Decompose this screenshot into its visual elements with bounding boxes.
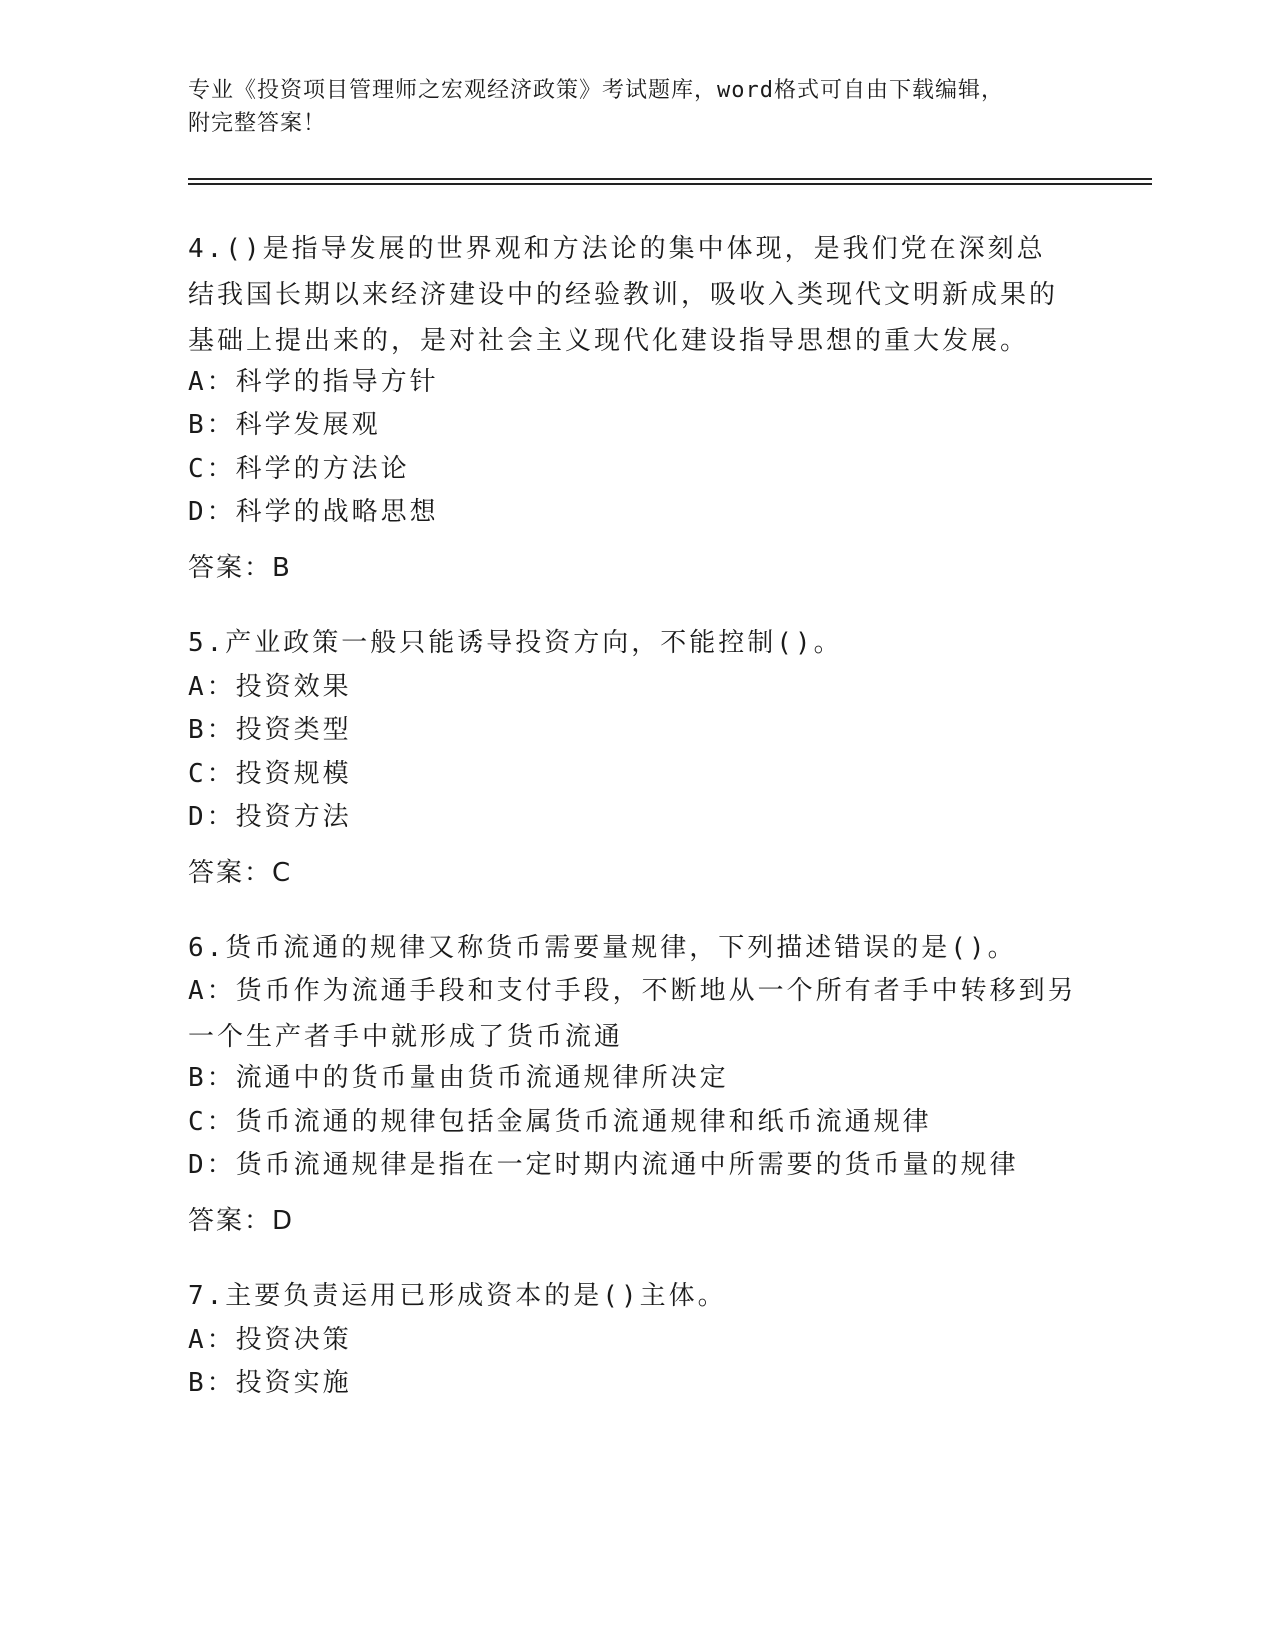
question-6-answer: 答案：D bbox=[188, 1206, 295, 1236]
question-5-option-d: D：投资方法 bbox=[188, 802, 352, 832]
question-4-option-c: C：科学的方法论 bbox=[188, 454, 410, 484]
question-5-answer: 答案：C bbox=[188, 858, 293, 888]
header-divider-bottom bbox=[188, 183, 1152, 185]
document-header bbox=[188, 74, 1068, 140]
question-6-option-b: B：流通中的货币量由货币流通规律所决定 bbox=[188, 1063, 729, 1093]
header-line-2: 附完整答案！ bbox=[188, 111, 327, 136]
header-divider-top bbox=[188, 178, 1152, 180]
question-5-text: 5.产业政策一般只能诱导投资方向，不能控制()。 bbox=[188, 628, 843, 658]
question-4-answer: 答案：B bbox=[188, 553, 292, 583]
question-4-option-d: D：科学的战略思想 bbox=[188, 497, 439, 527]
question-7-option-b: B：投资实施 bbox=[188, 1368, 352, 1398]
question-4-option-b: B：科学发展观 bbox=[188, 410, 381, 440]
question-6-option-a: A：货币作为流通手段和支付手段，不断地从一个所有者手中转移到另一个生产者手中就形成了货币流通 bbox=[188, 976, 1077, 1052]
question-6-text: 6.货币流通的规律又称货币需要量规律，下列描述错误的是()。 bbox=[188, 933, 1017, 963]
header-line-1: 专业《投资项目管理师之宏观经济政策》考试题库，word格式可自由下载编辑， bbox=[188, 78, 1004, 103]
question-7-option-a: A：投资决策 bbox=[188, 1325, 352, 1355]
question-5-option-c: C：投资规模 bbox=[188, 759, 352, 789]
question-6-option-c: C：货币流通的规律包括金属货币流通规律和纸币流通规律 bbox=[188, 1107, 932, 1137]
question-7-text: 7.主要负责运用已形成资本的是()主体。 bbox=[188, 1281, 727, 1311]
question-5-option-a: A：投资效果 bbox=[188, 672, 352, 702]
question-5-option-b: B：投资类型 bbox=[188, 715, 352, 745]
question-4-option-a: A：科学的指导方针 bbox=[188, 367, 439, 397]
question-4-text: 4.()是指导发展的世界观和方法论的集中体现，是我们党在深刻总结我国长期以来经济建设中的经验教训，吸收入类现代文明新成果的基础上提出来的，是对社会主义现代化建设指导思想的重大发展。 bbox=[188, 234, 1059, 356]
question-6-option-d: D：货币流通规律是指在一定时期内流通中所需要的货币量的规律 bbox=[188, 1150, 1019, 1180]
